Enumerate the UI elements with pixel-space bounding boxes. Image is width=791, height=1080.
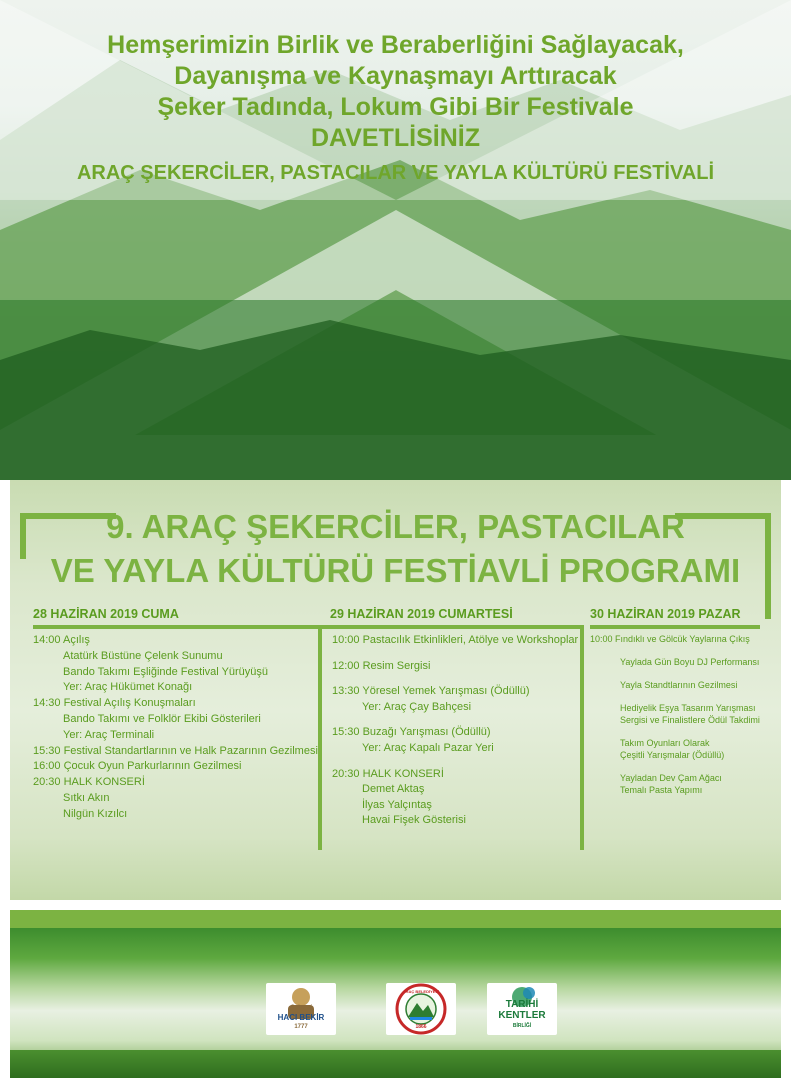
schedule-item: Yer: Araç Çay Bahçesi	[362, 700, 472, 713]
schedule-item: 12:00 Resim Sergisi	[332, 659, 431, 672]
day-column-friday	[33, 606, 318, 823]
logo2-top: ARAÇ BELEDİYESİ	[402, 989, 440, 994]
schedule-item: 20:30 HALK KONSERİ	[332, 767, 444, 780]
tarihi-kentler-logo	[487, 983, 557, 1035]
schedule-item: Bando Takımı Eşliğinde Festival Yürüyüşü	[63, 665, 269, 678]
schedule-item: 15:30 Buzağı Yarışması (Ödüllü)	[332, 726, 491, 739]
program-title-line-2: VE YAYLA KÜLTÜRÜ FESTİAVLİ PROGRAMI	[50, 552, 741, 589]
day-schedule	[33, 629, 318, 823]
day-column-sunday	[590, 606, 760, 828]
day-schedule	[318, 629, 584, 850]
logo1-top: Şekerci	[290, 1005, 312, 1011]
schedule-item: 13:30 Yöresel Yemek Yarışması (Ödüllü)	[332, 685, 530, 698]
schedule-item: Yer: Araç Kapalı Pazar Yeri	[362, 741, 494, 754]
header-line-2: Dayanışma ve Kaynaşmayı Arttıracak	[174, 62, 617, 90]
logo3-main1: TARİHİ	[505, 999, 539, 1010]
schedule-item: 14:00 Açılış	[33, 634, 90, 646]
schedule-item: Atatürk Büstüne Çelenk Sunumu	[63, 649, 223, 662]
schedule-item: 15:30 Festival Standartlarının ve Halk Pazarının Gezilmesi	[33, 744, 318, 757]
logo3-sub: BİRLİĞİ	[512, 1023, 532, 1029]
program-title	[10, 505, 781, 620]
schedule-item: Yer: Araç Terminali	[63, 728, 155, 741]
schedule-item: 10:00 Fındıklı ve Gölcük Yaylarına Çıkış	[590, 634, 750, 644]
logo1-main: HACI BEKİR	[277, 1013, 325, 1022]
arac-belediyesi-logo	[386, 983, 456, 1035]
header-line-4: DAVETLİSİNİZ	[311, 124, 480, 152]
day-date: 29 HAZİRAN 2019 CUMARTESİ	[318, 606, 584, 629]
schedule-item: Nilgün Kızılcı	[63, 807, 128, 820]
schedule-item: İlyas Yalçıntaş	[362, 798, 432, 811]
schedule-item: Yer: Araç Hükümet Konağı	[63, 681, 193, 694]
logo2-year: 1866	[415, 1024, 427, 1030]
schedule-item: Sıtkı Akın	[63, 791, 110, 804]
day-date: 30 HAZİRAN 2019 PAZAR	[590, 606, 760, 629]
schedule-item: 20:30 HALK KONSERİ	[33, 776, 145, 789]
schedule-item: 14:30 Festival Açılış Konuşmaları	[33, 697, 196, 710]
header-line-1: Hemşerimizin Birlik ve Beraberliğini Sağlayacak,	[107, 31, 684, 59]
schedule-item: Bando Takımı ve Folklör Ekibi Gösterileri	[63, 712, 261, 725]
schedule-item: Yayladan Dev Çam Ağacı Temalı Pasta Yapımı	[620, 773, 722, 795]
schedule-item: Hediyelik Eşya Tasarım Yarışması Sergisi ve Finalistlere Ödül Takdimi	[620, 703, 760, 725]
day-schedule	[590, 629, 760, 828]
day-date: 28 HAZİRAN 2019 CUMA	[33, 606, 318, 629]
logo3-main2: KENTLER	[498, 1010, 546, 1021]
logo1-year: 1777	[294, 1024, 308, 1030]
haci-bekir-logo	[266, 983, 336, 1035]
day-column-saturday	[318, 606, 584, 850]
schedule-item: Havai Fişek Gösterisi	[362, 814, 466, 827]
header-festival-name: ARAÇ ŞEKERCİLER, PASTACILAR VE YAYLA KÜLTÜRÜ FESTİVALİ	[76, 162, 715, 184]
invitation-header	[0, 30, 791, 186]
schedule-item: Yayla Standtlarının Gezilmesi	[620, 680, 738, 690]
program-title-text	[10, 505, 781, 593]
header-line-3: Şeker Tadında, Lokum Gibi Bir Festivale	[157, 93, 634, 121]
schedule-item: 10:00 Pastacılık Etkinlikleri, Atölye ve Workshoplar	[332, 634, 579, 646]
schedule-item: 16:00 Çocuk Oyun Parkurlarının Gezilmesi	[33, 760, 242, 773]
program-title-line-1: 9. ARAÇ ŞEKERCİLER, PASTACILAR	[106, 508, 685, 545]
green-stripe	[10, 910, 781, 928]
schedule-item: Yaylada Gün Boyu DJ Performansı	[620, 657, 760, 667]
schedule-item: Takım Oyunları Olarak Çeşitli Yarışmalar (Ödüllü)	[620, 738, 725, 760]
bottom-grass	[10, 1050, 781, 1078]
schedule-item: Demet Aktaş	[362, 783, 425, 796]
